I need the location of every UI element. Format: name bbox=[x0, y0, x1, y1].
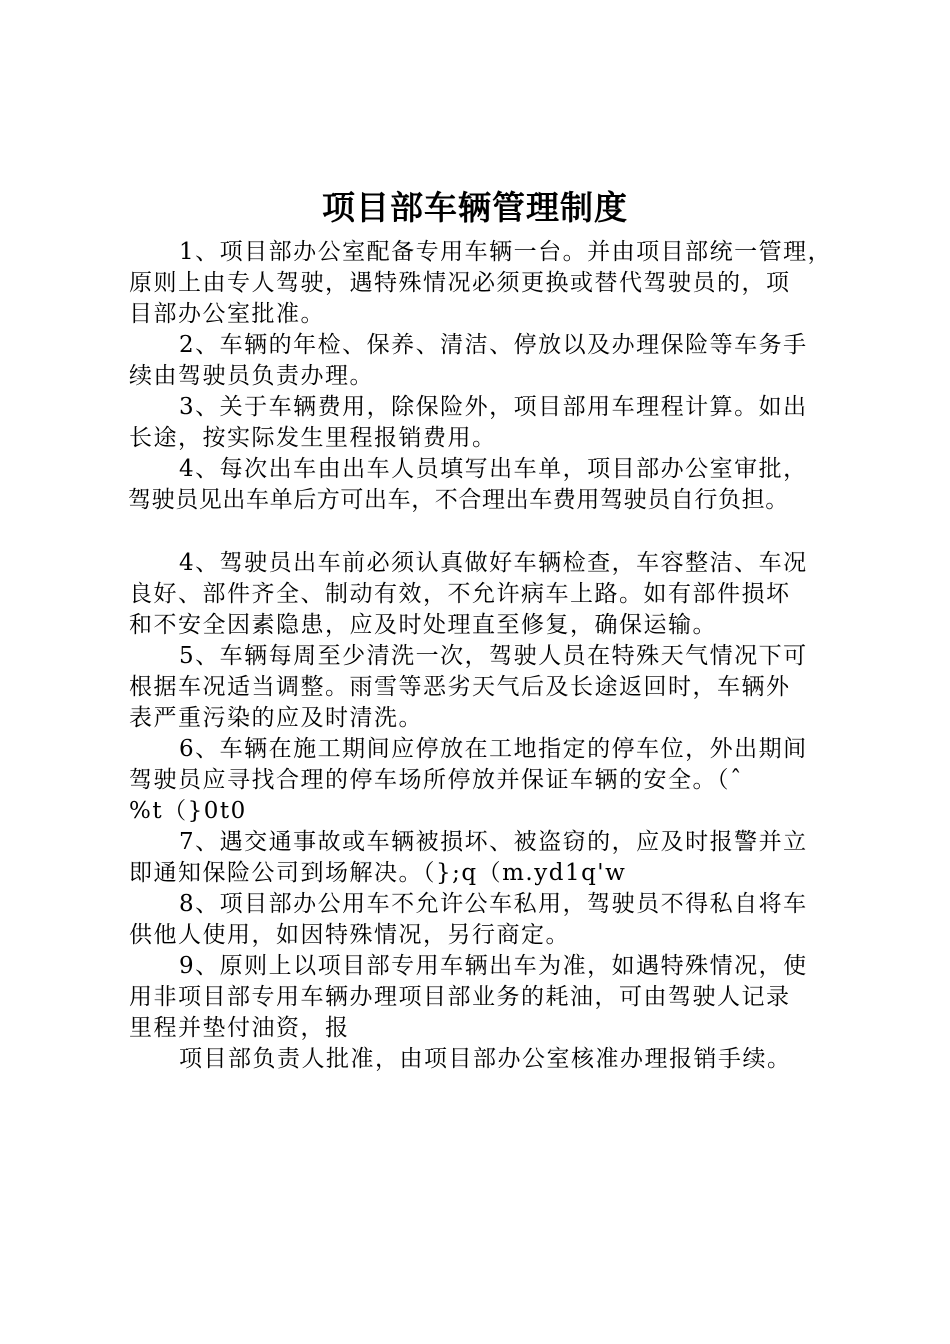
paragraph-line: 项目部负责人批准，由项目部办公室核准办理报销手续。 bbox=[179, 1046, 792, 1072]
paragraph-7 bbox=[129, 734, 835, 827]
document-title: 项目部车辆管理制度 bbox=[322, 188, 628, 227]
paragraph-line: 目部办公室批准。 bbox=[129, 301, 325, 327]
paragraph-line: 和不安全因素隐患，应及时处理直至修复，确保运输。 bbox=[129, 612, 717, 638]
paragraph-line: 2、车辆的年检、保养、清洁、停放以及办理保险等车务手 bbox=[179, 332, 808, 358]
paragraph-8 bbox=[129, 827, 835, 889]
paragraph-9 bbox=[129, 889, 835, 951]
paragraph-2 bbox=[129, 330, 835, 392]
paragraph-line: 表严重污染的应及时清洗。 bbox=[129, 705, 423, 731]
paragraph-line: 1、项目部办公室配备专用车辆一台。并由项目部统一管理， bbox=[179, 239, 833, 265]
paragraph-line: 续由驾驶员负责办理。 bbox=[129, 363, 374, 389]
paragraph-line: 原则上由专人驾驶，遇特殊情况必须更换或替代驾驶员的，项 bbox=[129, 270, 791, 296]
paragraph-line: 9、原则上以项目部专用车辆出车为准，如遇特殊情况，使 bbox=[179, 953, 808, 979]
paragraph-line: 5、车辆每周至少清洗一次，驾驶人员在特殊天气情况下可 bbox=[179, 643, 808, 669]
paragraph-3 bbox=[129, 392, 835, 454]
paragraph-10 bbox=[129, 951, 835, 1044]
paragraph-4 bbox=[129, 454, 835, 516]
paragraph-line: 驾驶员应寻找合理的停车场所停放并保证车辆的安全。（ˆ bbox=[129, 767, 743, 793]
paragraph-1 bbox=[129, 237, 835, 330]
paragraph-6 bbox=[129, 641, 835, 734]
paragraph-line: 4、驾驶员出车前必须认真做好车辆检查，车容整洁、车况 bbox=[179, 550, 808, 576]
paragraph-line: 即通知保险公司到场解决。（};q（m.yd1q'w bbox=[129, 860, 627, 886]
paragraph-line: 7、遇交通事故或车辆被损坏、被盗窃的，应及时报警并立 bbox=[179, 829, 808, 855]
paragraph-5 bbox=[129, 548, 835, 641]
paragraph-line: 长途，按实际发生里程报销费用。 bbox=[129, 425, 497, 451]
paragraph-line: 3、关于车辆费用，除保险外，项目部用车理程计算。如出 bbox=[179, 394, 808, 420]
paragraph-11 bbox=[129, 1044, 835, 1075]
paragraph-line: 里程并垫付油资，报 bbox=[129, 1015, 350, 1041]
paragraph-line: 驾驶员见出车单后方可出车，不合理出车费用驾驶员自行负担。 bbox=[128, 487, 789, 513]
paragraph-line: 良好、部件齐全、制动有效，不允许病车上路。如有部件损坏 bbox=[129, 581, 791, 607]
paragraph-line: 根据车况适当调整。雨雪等恶劣天气后及长途返回时，车辆外 bbox=[129, 674, 791, 700]
paragraph-line: 8、项目部办公用车不允许公车私用，驾驶员不得私自将车 bbox=[179, 891, 808, 917]
paragraph-line: 6、车辆在施工期间应停放在工地指定的停车位，外出期间 bbox=[179, 736, 808, 762]
document-body bbox=[129, 237, 835, 1075]
paragraph-line: 供他人使用，如因特殊情况，另行商定。 bbox=[129, 922, 570, 948]
paragraph-line: 4、每次出车由出车人员填写出车单，项目部办公室审批， bbox=[179, 456, 808, 482]
paragraph-line: %t（}0t0 bbox=[129, 798, 247, 824]
paragraph-line: 用非项目部专用车辆办理项目部业务的耗油，可由驾驶人记录 bbox=[129, 984, 791, 1010]
